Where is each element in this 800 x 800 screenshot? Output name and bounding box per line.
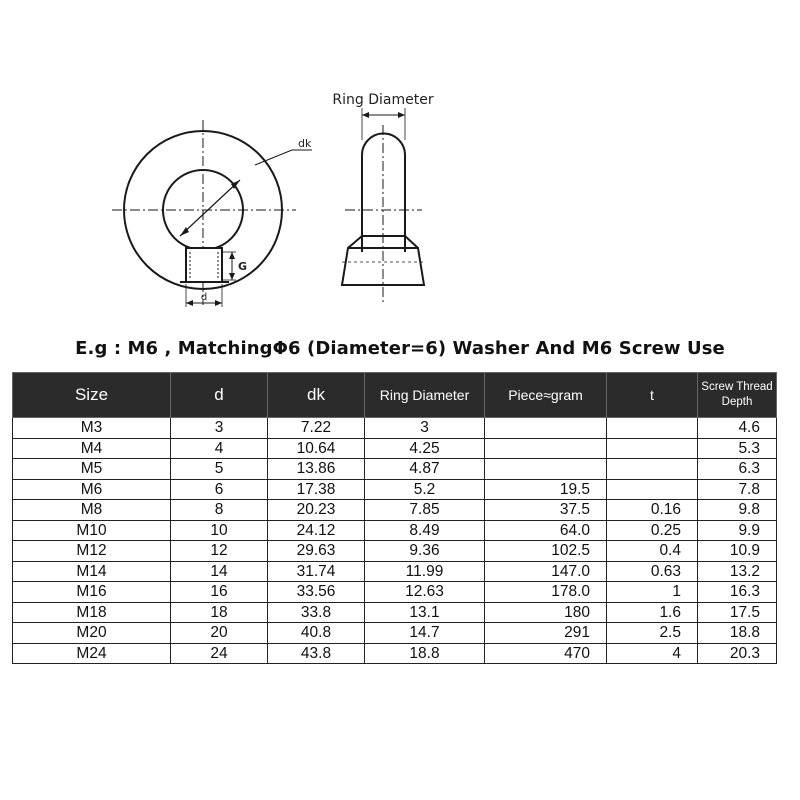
cell-d: 18 — [171, 602, 268, 623]
cell-d: 4 — [171, 438, 268, 459]
dk-leader-line — [255, 150, 292, 165]
table-row — [13, 418, 777, 439]
header-size: Size — [13, 373, 171, 418]
cell-dk: 24.12 — [268, 520, 365, 541]
header-dk: dk — [268, 373, 365, 418]
cell-d: 10 — [171, 520, 268, 541]
cell-size: M5 — [13, 459, 171, 480]
cell-d: 20 — [171, 623, 268, 644]
header-t: t — [607, 373, 698, 418]
table-row — [13, 520, 777, 541]
table-row — [13, 541, 777, 562]
cell-d: 5 — [171, 459, 268, 480]
specification-table — [12, 372, 777, 664]
table-row — [13, 643, 777, 664]
ring-diameter-label: Ring Diameter — [332, 92, 434, 108]
cell-piece-gram — [485, 438, 607, 459]
specification-table-body — [13, 418, 777, 664]
side-view — [342, 108, 424, 305]
g-label: G — [238, 260, 248, 273]
table-row — [13, 561, 777, 582]
cell-d: 24 — [171, 643, 268, 664]
cell-ring-diameter: 13.1 — [365, 602, 485, 623]
cell-t: 1.6 — [607, 602, 698, 623]
threaded-stem — [186, 248, 222, 282]
cell-piece-gram: 64.0 — [485, 520, 607, 541]
table-header-row — [13, 373, 777, 418]
cell-t — [607, 438, 698, 459]
cell-d: 8 — [171, 500, 268, 521]
header-piece-gram: Piece≈gram — [485, 373, 607, 418]
header-d: d — [171, 373, 268, 418]
cell-screw-thread-depth: 9.8 — [698, 500, 777, 521]
cell-ring-diameter: 3 — [365, 418, 485, 439]
cell-size: M14 — [13, 561, 171, 582]
cell-piece-gram: 470 — [485, 643, 607, 664]
cell-piece-gram: 37.5 — [485, 500, 607, 521]
cell-dk: 33.8 — [268, 602, 365, 623]
cell-ring-diameter: 4.87 — [365, 459, 485, 480]
cell-ring-diameter: 11.99 — [365, 561, 485, 582]
cell-piece-gram: 19.5 — [485, 479, 607, 500]
cell-d: 14 — [171, 561, 268, 582]
cell-size: M20 — [13, 623, 171, 644]
cell-piece-gram: 180 — [485, 602, 607, 623]
cell-dk: 13.86 — [268, 459, 365, 480]
cell-ring-diameter: 14.7 — [365, 623, 485, 644]
cell-screw-thread-depth: 20.3 — [698, 643, 777, 664]
header-screw-thread-depth: Screw Thread Depth — [698, 373, 777, 418]
cell-screw-thread-depth: 4.6 — [698, 418, 777, 439]
cell-size: M12 — [13, 541, 171, 562]
cell-t — [607, 459, 698, 480]
cell-screw-thread-depth: 6.3 — [698, 459, 777, 480]
cell-t: 0.16 — [607, 500, 698, 521]
cell-size: M3 — [13, 418, 171, 439]
cell-ring-diameter: 5.2 — [365, 479, 485, 500]
cell-screw-thread-depth: 16.3 — [698, 582, 777, 603]
cell-t: 1 — [607, 582, 698, 603]
cell-dk: 33.56 — [268, 582, 365, 603]
cell-screw-thread-depth: 5.3 — [698, 438, 777, 459]
cell-dk: 10.64 — [268, 438, 365, 459]
cell-ring-diameter: 12.63 — [365, 582, 485, 603]
cell-t — [607, 418, 698, 439]
cell-piece-gram: 102.5 — [485, 541, 607, 562]
cell-dk: 40.8 — [268, 623, 365, 644]
cell-ring-diameter: 4.25 — [365, 438, 485, 459]
cell-size: M6 — [13, 479, 171, 500]
cell-t: 4 — [607, 643, 698, 664]
cell-size: M18 — [13, 602, 171, 623]
cell-piece-gram — [485, 459, 607, 480]
cell-piece-gram — [485, 418, 607, 439]
cell-dk: 17.38 — [268, 479, 365, 500]
cell-screw-thread-depth: 18.8 — [698, 623, 777, 644]
cell-t: 0.4 — [607, 541, 698, 562]
front-view — [112, 120, 312, 307]
cell-ring-diameter: 8.49 — [365, 520, 485, 541]
cell-dk: 7.22 — [268, 418, 365, 439]
ring-diameter-arrow — [180, 180, 240, 236]
cell-screw-thread-depth: 9.9 — [698, 520, 777, 541]
cell-size: M24 — [13, 643, 171, 664]
table-row — [13, 459, 777, 480]
cell-size: M10 — [13, 520, 171, 541]
cell-ring-diameter: 9.36 — [365, 541, 485, 562]
cell-dk: 31.74 — [268, 561, 365, 582]
d-label: d — [200, 292, 208, 303]
cell-d: 12 — [171, 541, 268, 562]
cell-d: 3 — [171, 418, 268, 439]
cell-ring-diameter: 7.85 — [365, 500, 485, 521]
cell-screw-thread-depth: 10.9 — [698, 541, 777, 562]
eye-nut-technical-drawing — [0, 0, 800, 330]
table-row — [13, 500, 777, 521]
cell-t: 2.5 — [607, 623, 698, 644]
table-row — [13, 602, 777, 623]
cell-t: 0.25 — [607, 520, 698, 541]
cell-piece-gram: 178.0 — [485, 582, 607, 603]
cell-dk: 29.63 — [268, 541, 365, 562]
cell-t — [607, 479, 698, 500]
cell-screw-thread-depth: 17.5 — [698, 602, 777, 623]
table-row — [13, 582, 777, 603]
cell-size: M16 — [13, 582, 171, 603]
cell-dk: 20.23 — [268, 500, 365, 521]
header-ring-diameter: Ring Diameter — [365, 373, 485, 418]
cell-piece-gram: 147.0 — [485, 561, 607, 582]
dk-label: dk — [298, 137, 312, 150]
table-row — [13, 623, 777, 644]
cell-dk: 43.8 — [268, 643, 365, 664]
table-row — [13, 479, 777, 500]
cell-ring-diameter: 18.8 — [365, 643, 485, 664]
table-row — [13, 438, 777, 459]
cell-size: M8 — [13, 500, 171, 521]
cell-screw-thread-depth: 7.8 — [698, 479, 777, 500]
cell-d: 6 — [171, 479, 268, 500]
cell-d: 16 — [171, 582, 268, 603]
cell-size: M4 — [13, 438, 171, 459]
cell-screw-thread-depth: 13.2 — [698, 561, 777, 582]
usage-caption: E.g : M6 , MatchingΦ6 (Diameter=6) Washer And M6 Screw Use — [75, 338, 725, 359]
cell-piece-gram: 291 — [485, 623, 607, 644]
cell-t: 0.63 — [607, 561, 698, 582]
